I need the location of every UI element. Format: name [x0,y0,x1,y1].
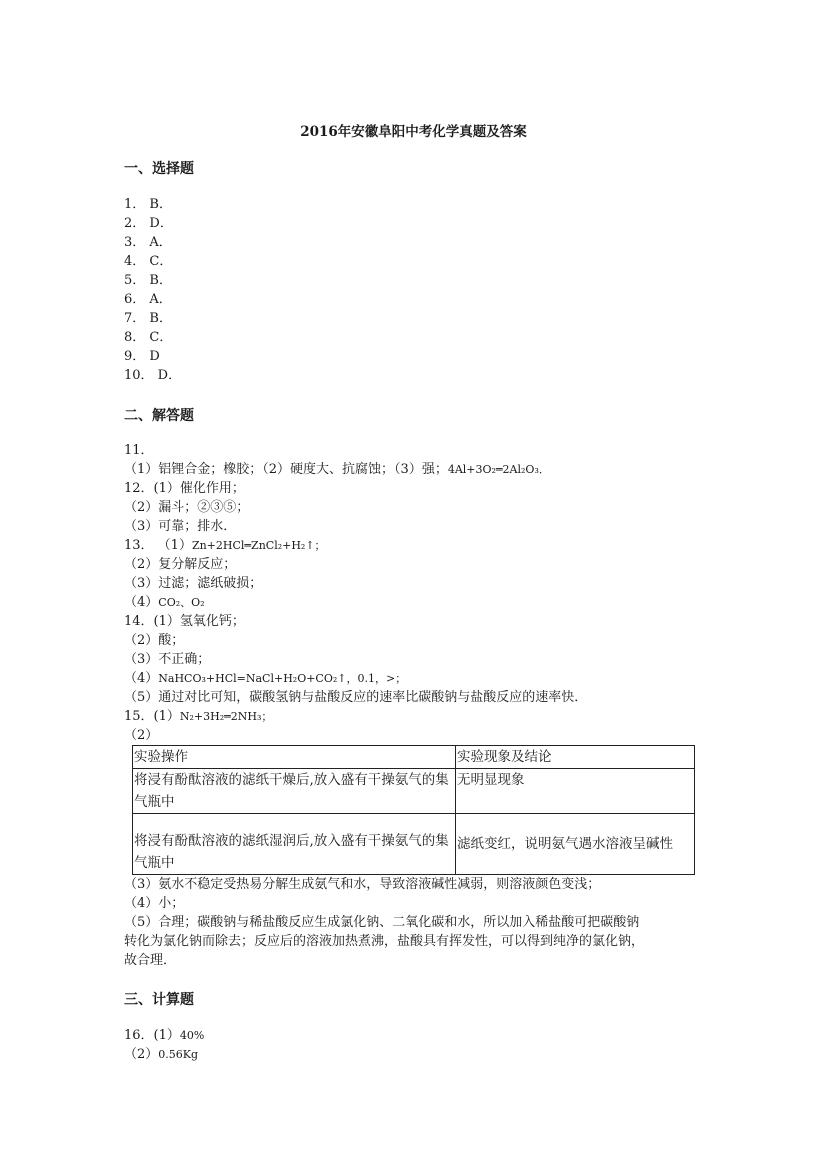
choice-answer: 1． B． [124,197,172,212]
q14-line-4 [124,670,406,688]
choice-answer: 5． B． [124,273,172,288]
q14-line-2: （2）酸； [124,633,185,648]
table-cell: 将浸有酚酞溶液的滤纸干燥后,放入盛有干操氨气的集气瓶中 [133,769,456,814]
q13-line-4-formula: CO₂、O₂ [158,596,205,609]
q15-number: 15．(1） [124,709,180,724]
q16-number: 16．(1） [124,1028,180,1043]
q16-line-2-number: （2） [124,1047,159,1062]
q14-line-4-number: （4） [124,671,159,686]
q13-line-3: （3）过滤；滤纸破损； [124,576,263,591]
q16-line-2 [124,1046,198,1064]
q11-answer-line [124,461,550,479]
q14-line-5: （5）通过对比可知，碳酸氢钠与盐酸反应的速率比碳酸钠与盐酸反应的速率快． [124,690,588,705]
q15-line-3: （3）氨水不稳定受热易分解生成氨气和水，导致溶液碱性减弱，则溶液颜色变浅； [124,877,601,892]
q14-line-3: （3）不正确； [124,652,211,667]
table-header-cell: 实验现象及结论 [456,746,695,769]
section-heading-choice: 一、选择题 [124,161,194,177]
table-header-cell: 实验操作 [133,746,456,769]
choice-answer: 3． A． [124,235,172,250]
q15-line-5a: （5）合理；碳酸钠与稀盐酸反应生成氯化钠、二氧化碳和水，所以加入稀盐酸可把碳酸钠 [124,915,640,930]
q16-value-2: 0.56Kg [158,1048,199,1061]
table-cell: 无明显现象 [456,769,695,814]
table-cell: 滤纸变红，说明氨气遇水溶液呈碱性 [456,814,695,875]
table-row [133,769,695,814]
q13-line-1 [124,537,326,555]
q11-equation: 4Al+3O₂═2Al₂O₃． [447,463,550,476]
q12-line-3: （3）可靠；排水． [124,519,237,534]
document-title: 2016年安徽阜阳中考化学真题及答案 [300,124,527,140]
choice-answer: 8． C． [124,330,173,345]
table-row [133,814,695,875]
q13-equation: Zn+2HCl═ZnCl₂+H₂↑； [191,539,326,552]
choice-answer: 7． B． [124,311,172,326]
q13-line-2: （2）复分解反应； [124,557,237,572]
q16-line-1 [124,1027,204,1045]
q14-equation: NaHCO₃+HCl=NaCl+H₂O+CO₂↑，0.1，>； [158,672,407,685]
q16-value-1: 40% [179,1029,205,1042]
section-heading-answer: 二、解答题 [124,408,194,424]
q12-line-1: 12．(1）催化作用； [124,481,245,496]
q15-equation: N₂+3H₂═2NH₃； [179,710,273,723]
q11-answer-text: （1）铝锂合金；橡胶；（2）硬度大、抗腐蚀；（3）强； [124,462,448,477]
q13-line-4 [124,594,205,612]
q14-line-1: 14．(1）氢氧化钙； [124,614,245,629]
table-header-row [133,746,695,769]
q15-line-1 [124,708,272,726]
experiment-table [132,745,695,875]
q15-line-5c: 故合理． [124,953,177,968]
choice-answer: 10． D． [124,368,182,383]
q15-line-4: （4）小； [124,896,185,911]
q13-number: 13． （1） [124,538,192,553]
choice-answer: 2． D． [124,216,173,231]
choice-answer: 9． D [124,349,160,364]
q13-line-4-number: （4） [124,595,159,610]
table-cell: 将浸有酚酞溶液的滤纸湿润后,放入盛有干操氨气的集气瓶中 [133,814,456,875]
q15-line-2: （2） [124,728,159,743]
q15-line-5b: 转化为氯化钠而除去；反应后的溶液加热煮沸，盐酸具有挥发性，可以得到纯净的氯化钠， [124,934,645,949]
choice-answer: 6． A． [124,292,172,307]
choice-answer: 4． C． [124,254,173,269]
q12-line-2: （2）漏斗；②③⑤； [124,500,250,515]
section-heading-calc: 三、计算题 [124,992,194,1008]
q11-number: 11． [124,443,154,458]
